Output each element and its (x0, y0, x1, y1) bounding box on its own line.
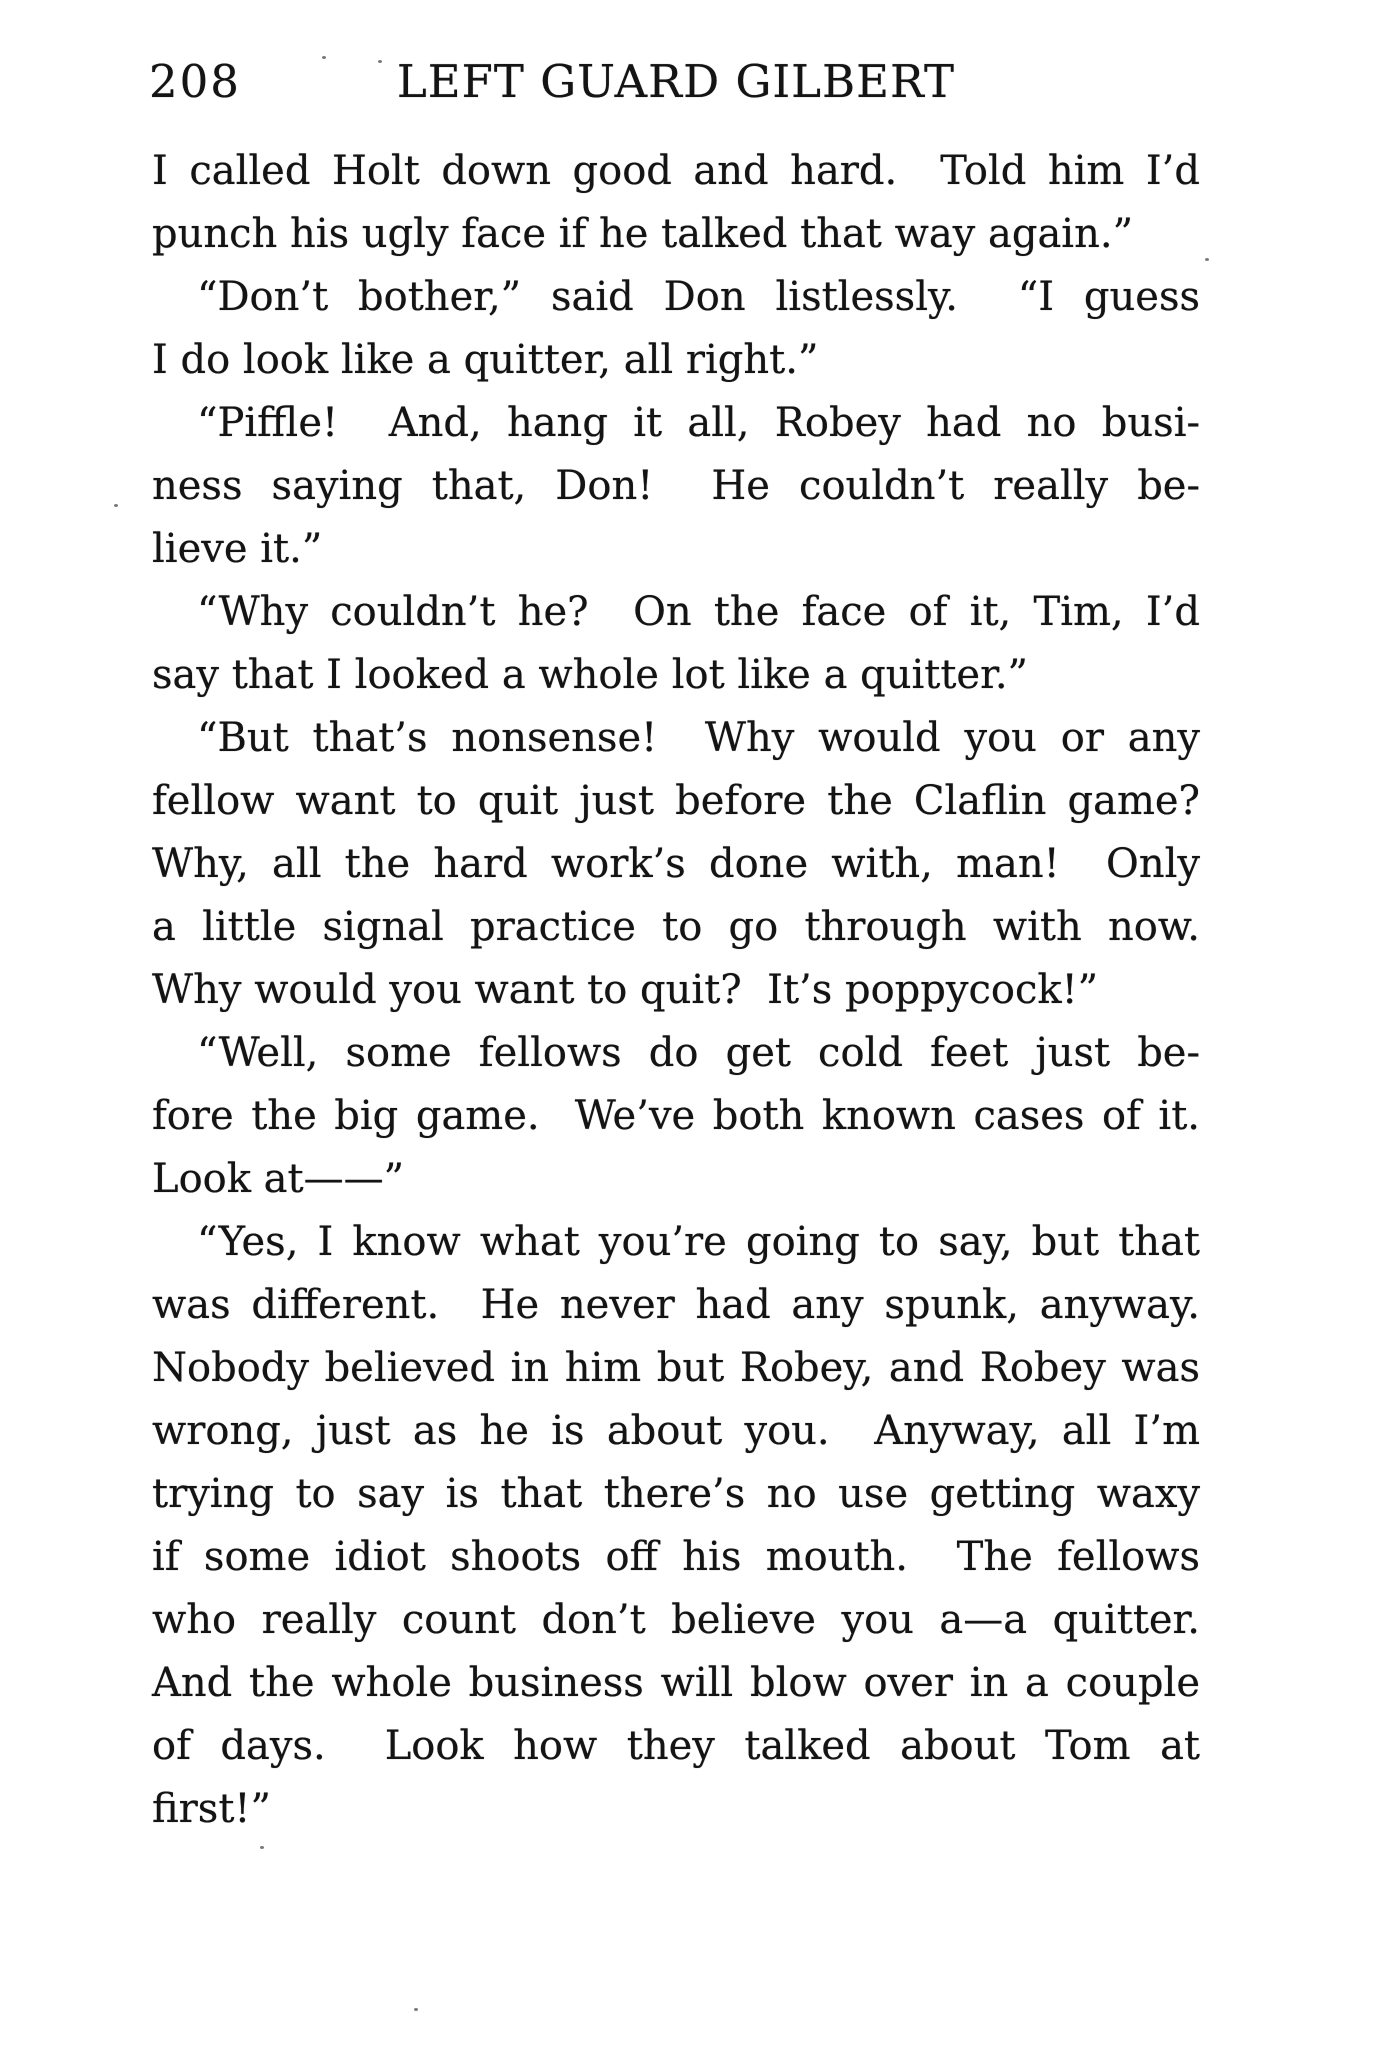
text-line: Why, all the hard work’s done with, man! Only (152, 841, 1200, 887)
text-line: of days. Look how they talked about Tom at (152, 1723, 1200, 1769)
text-line: “Don’t bother,” said Don listlessly. “I guess (197, 274, 1200, 320)
text-line: I do look like a quitter, all right.” (152, 337, 819, 383)
text-line: fellow want to quit just before the Claflin game? (152, 778, 1200, 824)
text-line: fore the big game. We’ve both known cases of it. (152, 1093, 1200, 1139)
running-head-title: LEFT GUARD GILBERT (396, 55, 956, 108)
running-header (149, 55, 1200, 108)
text-line: “Well, some fellows do get cold feet just be- (197, 1030, 1200, 1076)
text-line: And the whole business will blow over in a couple (152, 1660, 1200, 1706)
scan-speck (414, 2008, 418, 2011)
text-line: who really count don’t believe you a—a quitter. (152, 1597, 1200, 1643)
text-line: Nobody believed in him but Robey, and Robey was (152, 1345, 1200, 1391)
text-line: wrong, just as he is about you. Anyway, all I’m (152, 1408, 1200, 1454)
page-number: 208 (149, 55, 241, 108)
scan-speck (1205, 258, 1209, 261)
text-line: “But that’s nonsense! Why would you or any (197, 715, 1200, 761)
text-line: Why would you want to quit? It’s poppycock!” (152, 967, 1099, 1013)
text-line: first!” (152, 1786, 271, 1832)
scan-speck (260, 1846, 264, 1849)
text-line: was different. He never had any spunk, anyway. (152, 1282, 1200, 1328)
scan-speck (114, 504, 118, 507)
text-line: “Why couldn’t he? On the face of it, Tim, I’d (197, 589, 1200, 635)
text-line: trying to say is that there’s no use getting waxy (152, 1471, 1200, 1517)
text-line: ness saying that, Don! He couldn’t really be- (152, 463, 1200, 509)
scan-speck (322, 56, 326, 59)
text-line: I called Holt down good and hard. Told him I’d (152, 148, 1200, 194)
text-line: “Piffle! And, hang it all, Robey had no busi- (197, 400, 1200, 446)
text-line: if some idiot shoots off his mouth. The fellows (152, 1534, 1200, 1580)
text-line: Look at——” (152, 1156, 405, 1202)
text-line: say that I looked a whole lot like a quitter.” (152, 652, 1028, 698)
text-block (152, 140, 1200, 1841)
text-line: “Yes, I know what you’re going to say, but that (197, 1219, 1200, 1265)
text-line: punch his ugly face if he talked that way again.” (152, 211, 1134, 257)
text-line: lieve it.” (152, 526, 323, 572)
text-line: a little signal practice to go through with now. (152, 904, 1200, 950)
scan-speck (378, 60, 382, 63)
